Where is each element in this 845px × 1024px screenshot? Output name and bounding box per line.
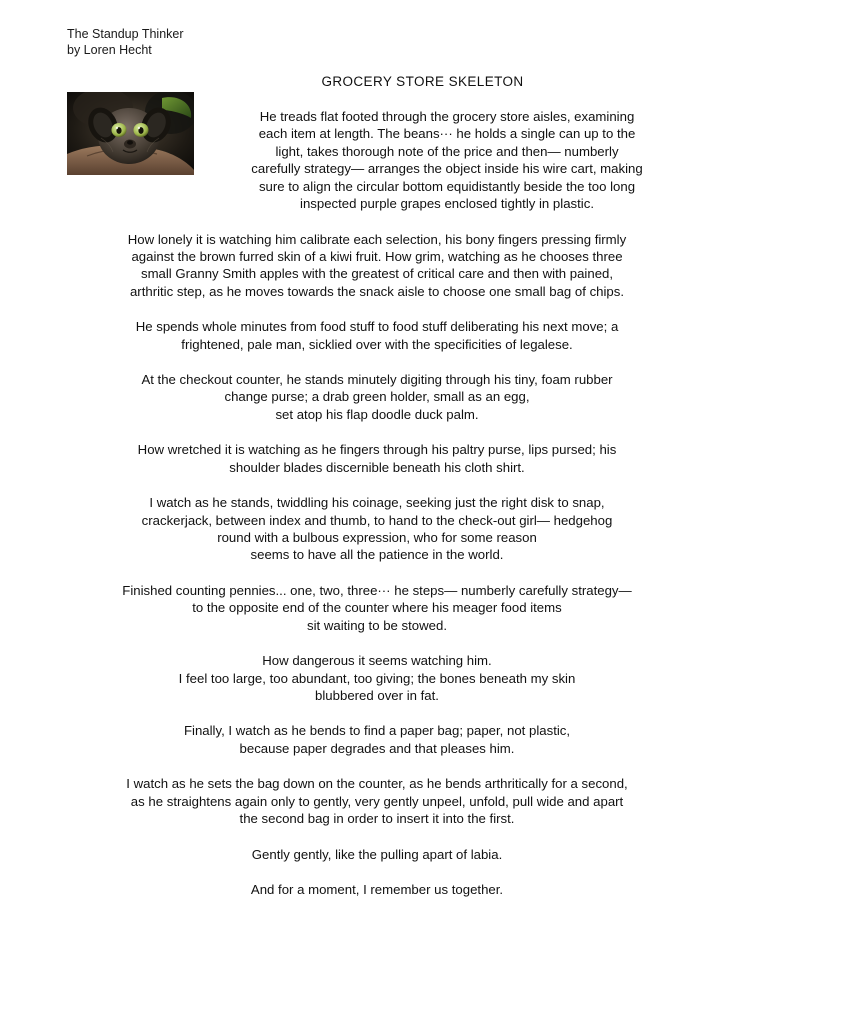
poem-line: crackerjack, between index and thumb, to hand to the check-out girl— hedgehog — [141, 512, 613, 528]
poem-line: At the checkout counter, he stands minutely digiting through his tiny, foam rubber — [141, 372, 613, 388]
poem-line: carefully strategy— arranges the object inside his wire cart, making — [251, 161, 643, 177]
poem-line: He spends whole minutes from food stuff to food stuff deliberating his next move; a — [135, 319, 619, 335]
poem-line: Gently gently, like the pulling apart of labia. — [251, 846, 503, 862]
poem-line: change purse; a drab green holder, small as an egg, — [224, 389, 530, 405]
masthead-author: by Loren Hecht — [67, 43, 152, 57]
poem-line: Finally, I watch as he bends to find a paper bag; paper, not plastic, — [183, 723, 571, 739]
stanza-9 — [67, 722, 687, 757]
stanza-5 — [67, 441, 687, 476]
poem-line: sure to align the circular bottom equidistantly beside the too long — [258, 178, 636, 194]
poem-line: blubbered over in fat. — [315, 687, 439, 703]
poem-line: against the brown furred skin of a kiwi fruit. How grim, watching as he chooses three — [131, 248, 623, 264]
poem-line: I watch as he stands, twiddling his coinage, seeking just the right disk to snap, — [149, 495, 605, 511]
poem-line: each item at length. The beans··· he holds a single can up to the — [258, 126, 636, 142]
stanza-10 — [67, 775, 687, 827]
poem-line: inspected purple grapes enclosed tightly in plastic. — [300, 196, 594, 212]
poem-line: arthritic step, as he moves towards the snack aisle to choose one small bag of chips. — [129, 283, 625, 299]
poem-body — [67, 108, 687, 912]
poem-line: How dangerous it seems watching him. — [262, 653, 492, 669]
poem-line: small Granny Smith apples with the greatest of critical care and then with pained, — [140, 266, 614, 282]
poem-line: I feel too large, too abundant, too giving; the bones beneath my skin — [178, 670, 576, 686]
page-title: GROCERY STORE SKELETON — [321, 74, 524, 89]
poem-line: as he straightens again only to gently, very gently unpeel, unfold, pull wide and apart — [130, 793, 624, 809]
poem-line: How wretched it is watching as he fingers through his paltry purse, lips pursed; his — [137, 442, 617, 458]
poem-line: set atop his flap doodle duck palm. — [275, 406, 479, 422]
stanza-2 — [67, 231, 687, 301]
poem-line: And for a moment, I remember us together. — [250, 881, 504, 897]
poem-line: round with a bulbous expression, who for some reason — [217, 530, 537, 546]
poem-line: shoulder blades discernible beneath his cloth shirt. — [229, 459, 525, 475]
stanza-4 — [67, 371, 687, 423]
stanza-11 — [67, 846, 687, 863]
poem-line: He treads flat footed through the grocery store aisles, examining — [259, 109, 635, 124]
poem-line: sit waiting to be stowed. — [306, 617, 447, 633]
poem-line: seems to have all the patience in the world. — [250, 547, 504, 563]
poem-line: I watch as he sets the bag down on the counter, as he bends arthritically for a second, — [126, 776, 628, 792]
stanza-12 — [67, 881, 687, 898]
poem-line: because paper degrades and that pleases him. — [239, 740, 515, 756]
poem-line: frightened, pale man, sicklied over with the specificities of legalese. — [181, 336, 573, 352]
poem-line: Finished counting pennies... one, two, three··· he steps— numberly carefully strategy— — [122, 582, 632, 598]
masthead-title: The Standup Thinker — [67, 27, 184, 41]
poem-line: How lonely it is watching him calibrate each selection, his bony fingers pressing firmly — [127, 231, 627, 247]
stanza-7 — [67, 582, 687, 634]
stanza-6 — [67, 494, 687, 564]
stanza-1 — [207, 108, 687, 213]
masthead — [67, 26, 184, 58]
poem-line: to the opposite end of the counter where his meager food items — [192, 600, 562, 616]
stanza-8 — [67, 652, 687, 704]
poem-line: light, takes thorough note of the price and then— numberly — [275, 143, 619, 159]
stanza-3 — [67, 318, 687, 353]
poem-line: the second bag in order to insert it into the first. — [239, 811, 515, 827]
